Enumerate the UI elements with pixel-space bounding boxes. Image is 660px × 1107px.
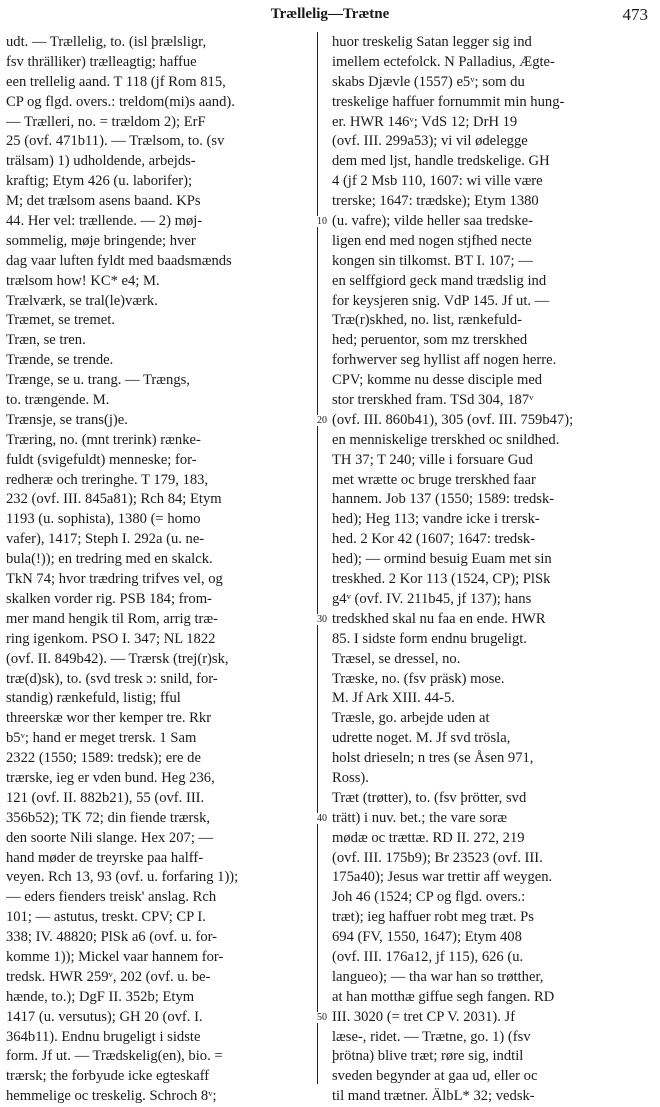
text-line: trälsam) 1) udholdende, arbejds- (6, 153, 196, 170)
text-line: treskelige haffuer fornummit min hung- (332, 93, 565, 110)
text-line: (ovf. III. 299a53); vi vil ødelegge (332, 133, 528, 150)
text-line: Træring, no. (mnt trerink) rænke- (6, 431, 201, 448)
text-line: hed. 2 Kor 42 (1607; 1647: tredsk- (332, 531, 536, 548)
text-line: imellem ectefolck. N Palladius, Ægte- (332, 53, 555, 70)
text-line: 85. I sidste form endnu brugeligt. (332, 630, 527, 647)
text-line: Joh 46 (1524; CP og flgd. overs.: (332, 889, 526, 906)
text-line: er. HWR 146ᵛ; VdS 12; DrH 19 (332, 113, 518, 130)
text-line: hannem. Job 137 (1550; 1589: tredsk- (332, 491, 555, 508)
text-line: læse-, ridet. — Trætne, go. 1) (fsv (332, 1028, 531, 1045)
text-line: vafer), 1417; Steph I. 292a (u. ne- (6, 531, 205, 548)
text-line: mødæ oc trættæ. RD II. 272, 219 (332, 829, 525, 846)
left-column (6, 33, 308, 1107)
text-line: CP og flgd. overs.: treldom(mi)s aand). (6, 93, 235, 110)
text-line: at han motthæ giffue segh fangen. RD (332, 988, 555, 1005)
text-line: (ovf. III. 175b9); Br 23523 (ovf. III. (332, 849, 543, 866)
text-line: Trænge, se u. trang. — Trængs, (6, 372, 190, 389)
text-line: 175a40); Jesus war trettir aff weygen. (332, 869, 553, 886)
text-line: treskhed. 2 Kor 113 (1524, CP); PlSk (332, 571, 551, 588)
text-line: standig) rænkefuld, listig; fful (6, 690, 181, 707)
line-number: 30 (312, 614, 332, 625)
text-line: to. trængende. M. (6, 392, 110, 409)
text-line: 232 (ovf. III. 845a81); Rch 84; Etym (6, 491, 222, 508)
text-line: Træsle, go. arbejde uden at (332, 710, 490, 727)
text-line: udt. — Trællelig, to. (isl þrælsligr, (6, 34, 207, 50)
text-line: ring igenkom. PSO I. 347; NL 1822 (6, 630, 216, 647)
line-number: 20 (312, 415, 332, 426)
text-line: trerske; 1647: trædske); Etym 1380 (332, 193, 539, 210)
text-line: Træ(r)skhed, no. list, rænkefuld- (332, 312, 522, 329)
text-line: (ovf. II. 849b42). — Trærsk (trej(r)sk, (6, 650, 229, 667)
text-line: threerskæ wor ther kemper tre. Rkr (6, 710, 212, 727)
text-line: stor trerskhed fram. TSd 304, 187ᵛ (332, 392, 534, 409)
text-line: en menniskelige trerskhed oc snildhed. (332, 431, 560, 448)
text-line: hemmelige oc treskelig. Schroch 8ᵛ; (6, 1088, 217, 1105)
text-line: den soorte Nili slange. Hex 207; — (6, 829, 214, 846)
text-line: redheræ och treringhe. T 179, 183, (6, 471, 209, 488)
column-divider (317, 32, 318, 1084)
text-line: 356b52); TK 72; din fiende trærsk, (6, 809, 211, 826)
text-line: 101; — astutus, treskt. CPV; CP I. (6, 909, 206, 926)
page-number: 473 (622, 5, 648, 24)
text-line: — Trælleri, no. = trældom 2); ErF (6, 113, 206, 130)
text-line: skabs Djævle (1557) e5ᵛ; som du (332, 73, 525, 90)
text-line: Trænde, se trende. (6, 352, 114, 369)
text-line: kongen sin tilkomst. BT I. 107; — (332, 252, 533, 269)
text-line: g4ᵛ (ovf. IV. 211b45, jf 137); hans (332, 590, 532, 607)
text-line: met wrætte oc bruge trerskhed faar (332, 471, 536, 488)
text-line: en selffgiord geck mand trædslig ind (332, 272, 547, 289)
text-line: fuldt (svigefuldt) menneske; for- (6, 451, 197, 468)
text-line: veyen. Rch 13, 93 (ovf. u. forfaring 1)); (6, 869, 239, 886)
running-title: Trællelig—Trætne (270, 6, 390, 22)
text-line: træt); ieg haffuer robt meg træt. Ps (332, 909, 534, 926)
text-line: trærsk; the forbyude icke egteskaff (6, 1068, 210, 1085)
text-line: 121 (ovf. II. 882b21), 55 (ovf. III. (6, 789, 205, 806)
text-line: fsv thrälliker) trælleagtig; haffue (6, 53, 197, 70)
text-line: Træske, no. (fsv präsk) mose. (332, 670, 505, 687)
line-number: 50 (312, 1012, 332, 1023)
text-line: tredsk. HWR 259ᵛ, 202 (ovf. u. be- (6, 968, 211, 985)
text-line: þrötna) blive træt; røre sig, indtil (332, 1048, 524, 1065)
text-line: trælsom how! KC* e4; M. (6, 272, 160, 289)
text-line: komme 1)); Mickel vaar hannem for- (6, 948, 224, 965)
text-line: (ovf. III. 860b41), 305 (ovf. III. 759b47); (332, 411, 574, 428)
text-line: Træmet, se tremet. (6, 312, 115, 329)
text-line: træ(d)sk), to. (svd tresk ɔ: snild, for- (6, 670, 218, 687)
text-line: hed; peruentor, som mz trerskhed (332, 332, 528, 349)
text-line: mer mand hengik til Rom, arrig træ- (6, 610, 218, 627)
text-line: skalken vorder rig. PSB 184; from- (6, 590, 212, 607)
text-line: M; det trælsom asens baand. KPs (6, 193, 201, 210)
running-header (0, 0, 660, 30)
text-line: udrette noget. M. Jf svd trösla, (332, 730, 511, 747)
text-line: b5ᵛ; hand er meget trersk. 1 Sam (6, 730, 197, 747)
text-line: TH 37; T 240; ville i forsuare Gud (332, 451, 533, 468)
text-line: een trellelig aand. T 118 (jf Rom 815, (6, 73, 226, 90)
text-line: Træsel, se dressel, no. (332, 650, 461, 667)
text-line: dem med ljst, handle tredskelige. GH (332, 153, 550, 170)
text-line: form. Jf ut. — Trædskelig(en), bio. = (6, 1048, 223, 1065)
line-number: 40 (312, 813, 332, 824)
text-line: Træt (trøtter), to. (fsv þrötter, svd (332, 789, 527, 806)
text-line: sveden begynder at gaa ud, eller oc (332, 1068, 538, 1085)
text-line: holst drieseln; n tres (se Åsen 971, (332, 750, 534, 767)
line-number: 10 (312, 216, 332, 227)
text-line: TkN 74; hvor trædring trifves vel, og (6, 571, 223, 588)
text-line: 694 (FV, 1550, 1647); Etym 408 (332, 929, 522, 946)
text-line: 1417 (u. versutus); GH 20 (ovf. I. (6, 1008, 203, 1025)
text-line: til mand trætner. ÄlbL* 32; vedsk- (332, 1088, 535, 1105)
text-line: hed); Heg 113; vandre icke i trersk- (332, 511, 540, 528)
text-line: hand møder de treyrske paa halff- (6, 849, 204, 866)
text-line: 338; IV. 48820; PlSk a6 (ovf. u. for- (6, 929, 218, 946)
text-line: 25 (ovf. 471b11). — Trælsom, to. (sv (6, 133, 225, 150)
text-line: ligen end med nogen stjfhed necte (332, 232, 532, 249)
text-line: hænde, to.); DgF II. 352b; Etym (6, 988, 195, 1005)
text-line: (u. vafre); vilde heller saa tredske- (332, 213, 533, 230)
text-line: 44. Her vel: trællende. — 2) møj- (6, 213, 203, 230)
text-line: (ovf. III. 176a12, jf 115), 626 (u. (332, 948, 524, 965)
text-line: langueo); — tha war han so trøtther, (332, 968, 544, 985)
text-line: Trælværk, se tral(le)værk. (6, 292, 158, 309)
text-line: III. 3020 (= tret CP V. 2031). Jf (332, 1008, 516, 1025)
text-line: dag vaar luften fyldt med baadsmænds (6, 252, 232, 269)
text-line: Træn, se tren. (6, 332, 86, 349)
text-line: M. Jf Ark XIII. 44-5. (332, 690, 455, 707)
text-line: tredskhed skal nu faa en ende. HWR (332, 610, 546, 627)
text-line: for keysjeren snig. VdP 145. Jf ut. — (332, 292, 550, 309)
text-line: 364b11). Endnu brugeligt i sidste (6, 1028, 201, 1045)
text-line: Trænsje, se trans(j)e. (6, 411, 128, 428)
text-line: kraftig; Etym 426 (u. laborifer); (6, 173, 193, 190)
text-line: sommelig, møje bringende; hver (6, 232, 196, 249)
text-line: — eders fienders treisk' anslag. Rch (6, 889, 217, 906)
text-line: hed); — ormind besuig Euam met sin (332, 551, 552, 568)
text-line: CPV; komme nu desse disciple med (332, 372, 543, 389)
text-line: 1193 (u. sophista), 1380 (= homo (6, 511, 201, 528)
text-line: huor treskelig Satan legger sig ind (332, 34, 532, 50)
text-line: 2322 (1550; 1589: tredsk); ere de (6, 750, 201, 767)
right-column (332, 33, 652, 1107)
text-line: Ross). (332, 769, 369, 786)
text-line: trærske, ieg er vden bund. Heg 236, (6, 769, 215, 786)
text-line: 4 (jf 2 Msb 110, 1607: wi ville være (332, 173, 543, 190)
text-line: trätt) i nuv. bet.; the vare soræ (332, 809, 507, 826)
text-line: bula(!)); en tredring med en skalck. (6, 551, 213, 568)
text-line: forhwerver seg hyllist aff nogen herre. (332, 352, 557, 369)
